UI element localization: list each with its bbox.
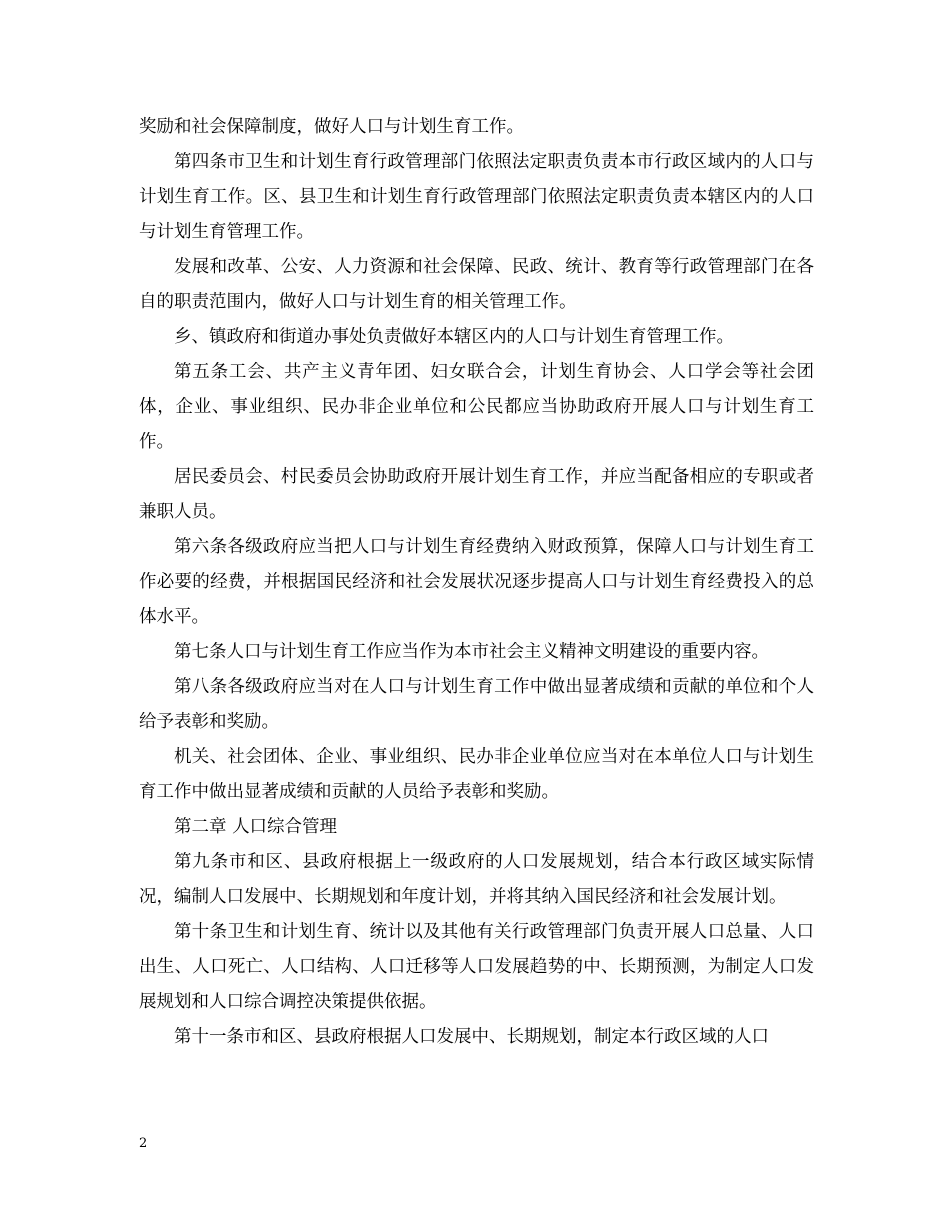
document-body bbox=[139, 110, 814, 1055]
paragraph-article-4-townships: 乡、镇政府和街道办事处负责做好本辖区内的人口与计划生育管理工作。 bbox=[174, 327, 734, 347]
paragraph-article-4-departments: 发展和改革、公安、人力资源和社会保障、民政、统计、教育等行政管理部门在各自的职责范围内，做好人口与计划生育的相关管理工作。 bbox=[139, 257, 814, 312]
chapter-heading: 第二章 人口综合管理 bbox=[174, 817, 338, 837]
paragraph-article-4: 第四条市卫生和计划生育行政管理部门依照法定职责负责本市行政区域内的人口与计划生育工作。区、县卫生和计划生育行政管理部门依照法定职责负责本辖区内的人口与计划生育管理工作。 bbox=[139, 152, 814, 242]
paragraph-article-9: 第九条市和区、县政府根据上一级政府的人口发展规划，结合本行政区域实际情况，编制人口发展中、长期规划和年度计划，并将其纳入国民经济和社会发展计划。 bbox=[139, 852, 814, 907]
paragraph-article-8: 第八条各级政府应当对在人口与计划生育工作中做出显著成绩和贡献的单位和个人给予表彰和奖励。 bbox=[139, 677, 814, 732]
paragraph-article-5-committees: 居民委员会、村民委员会协助政府开展计划生育工作，并应当配备相应的专职或者兼职人员。 bbox=[139, 467, 814, 522]
paragraph-article-11: 第十一条市和区、县政府根据人口发展中、长期规划，制定本行政区域的人口 bbox=[174, 1027, 769, 1047]
paragraph-article-10: 第十条卫生和计划生育、统计以及其他有关行政管理部门负责开展人口总量、人口出生、人口死亡、人口结构、人口迁移等人口发展趋势的中、长期预测，为制定人口发展规划和人口综合调控决策提供依据。 bbox=[139, 922, 814, 1012]
paragraph-article-5: 第五条工会、共产主义青年团、妇女联合会，计划生育协会、人口学会等社会团体，企业、事业组织、民办非企业单位和公民都应当协助政府开展人口与计划生育工作。 bbox=[139, 362, 814, 452]
paragraph-article-6: 第六条各级政府应当把人口与计划生育经费纳入财政预算，保障人口与计划生育工作必要的经费，并根据国民经济和社会发展状况逐步提高人口与计划生育经费投入的总体水平。 bbox=[139, 537, 814, 627]
paragraph-article-8-organizations: 机关、社会团体、企业、事业组织、民办非企业单位应当对在本单位人口与计划生育工作中做出显著成绩和贡献的人员给予表彰和奖励。 bbox=[139, 747, 814, 802]
paragraph-article-7: 第七条人口与计划生育工作应当作为本市社会主义精神文明建设的重要内容。 bbox=[174, 642, 769, 662]
paragraph-continuation: 奖励和社会保障制度，做好人口与计划生育工作。 bbox=[139, 117, 524, 137]
page-number: 2 bbox=[139, 1136, 148, 1151]
